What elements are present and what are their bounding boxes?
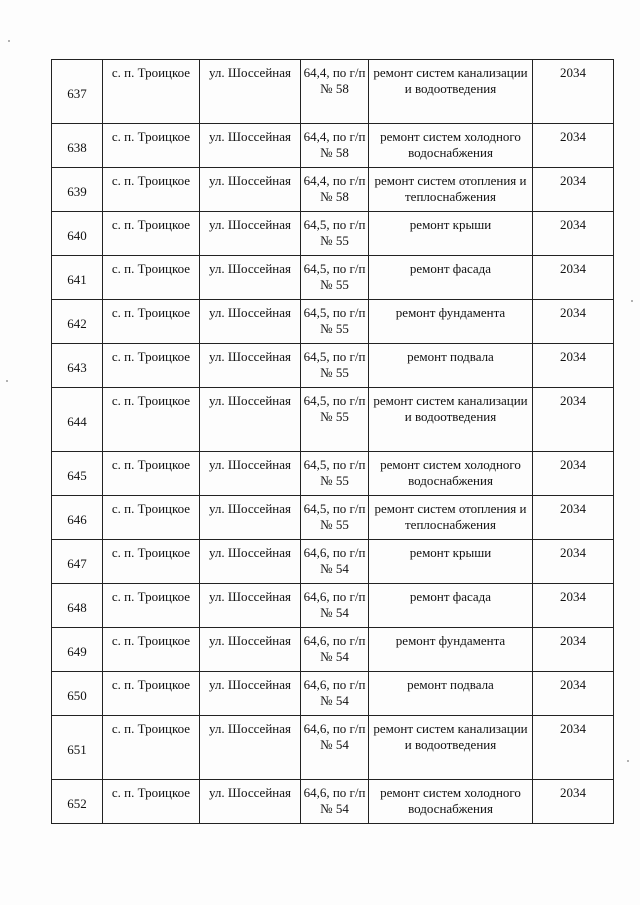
settlement-cell: с. п. Троицкое xyxy=(103,584,200,628)
street-cell: ул. Шоссейная xyxy=(200,780,301,824)
year-cell: 2034 xyxy=(533,584,614,628)
year-cell: 2034 xyxy=(533,496,614,540)
settlement-cell: с. п. Троицкое xyxy=(103,388,200,452)
street-cell: ул. Шоссейная xyxy=(200,60,301,124)
street-cell: ул. Шоссейная xyxy=(200,496,301,540)
table-row xyxy=(52,584,614,628)
house-cell: 64,6, по г/п № 54 xyxy=(301,672,369,716)
year-cell: 2034 xyxy=(533,60,614,124)
table-row xyxy=(52,388,614,452)
work-type-cell: ремонт подвала xyxy=(369,672,533,716)
row-number: 641 xyxy=(52,256,103,300)
house-cell: 64,5, по г/п № 55 xyxy=(301,300,369,344)
row-number: 649 xyxy=(52,628,103,672)
row-number: 640 xyxy=(52,212,103,256)
house-cell: 64,5, по г/п № 55 xyxy=(301,256,369,300)
work-type-cell: ремонт фасада xyxy=(369,256,533,300)
table-row xyxy=(52,256,614,300)
row-number: 651 xyxy=(52,716,103,780)
street-cell: ул. Шоссейная xyxy=(200,344,301,388)
repair-schedule-table xyxy=(51,59,614,824)
row-number: 644 xyxy=(52,388,103,452)
street-cell: ул. Шоссейная xyxy=(200,212,301,256)
street-cell: ул. Шоссейная xyxy=(200,672,301,716)
year-cell: 2034 xyxy=(533,124,614,168)
settlement-cell: с. п. Троицкое xyxy=(103,60,200,124)
settlement-cell: с. п. Троицкое xyxy=(103,168,200,212)
year-cell: 2034 xyxy=(533,540,614,584)
work-type-cell: ремонт фундамента xyxy=(369,628,533,672)
row-number: 638 xyxy=(52,124,103,168)
table-row xyxy=(52,628,614,672)
work-type-cell: ремонт систем канализации и водоотведения xyxy=(369,716,533,780)
street-cell: ул. Шоссейная xyxy=(200,716,301,780)
work-type-cell: ремонт систем холодного водоснабжения xyxy=(369,780,533,824)
row-number: 643 xyxy=(52,344,103,388)
settlement-cell: с. п. Троицкое xyxy=(103,540,200,584)
house-cell: 64,6, по г/п № 54 xyxy=(301,716,369,780)
settlement-cell: с. п. Троицкое xyxy=(103,716,200,780)
house-cell: 64,6, по г/п № 54 xyxy=(301,540,369,584)
street-cell: ул. Шоссейная xyxy=(200,300,301,344)
table-row xyxy=(52,780,614,824)
row-number: 637 xyxy=(52,60,103,124)
house-cell: 64,5, по г/п № 55 xyxy=(301,344,369,388)
settlement-cell: с. п. Троицкое xyxy=(103,628,200,672)
street-cell: ул. Шоссейная xyxy=(200,584,301,628)
house-cell: 64,4, по г/п № 58 xyxy=(301,168,369,212)
table-row xyxy=(52,540,614,584)
row-number: 650 xyxy=(52,672,103,716)
row-number: 646 xyxy=(52,496,103,540)
year-cell: 2034 xyxy=(533,256,614,300)
year-cell: 2034 xyxy=(533,780,614,824)
table-row xyxy=(52,168,614,212)
house-cell: 64,6, по г/п № 54 xyxy=(301,780,369,824)
settlement-cell: с. п. Троицкое xyxy=(103,212,200,256)
table-row xyxy=(52,452,614,496)
scan-speck xyxy=(8,40,10,42)
table-row xyxy=(52,60,614,124)
work-type-cell: ремонт систем холодного водоснабжения xyxy=(369,452,533,496)
street-cell: ул. Шоссейная xyxy=(200,256,301,300)
street-cell: ул. Шоссейная xyxy=(200,452,301,496)
settlement-cell: с. п. Троицкое xyxy=(103,780,200,824)
table-row xyxy=(52,496,614,540)
house-cell: 64,5, по г/п № 55 xyxy=(301,212,369,256)
row-number: 642 xyxy=(52,300,103,344)
settlement-cell: с. п. Троицкое xyxy=(103,672,200,716)
settlement-cell: с. п. Троицкое xyxy=(103,300,200,344)
settlement-cell: с. п. Троицкое xyxy=(103,344,200,388)
table-row xyxy=(52,344,614,388)
settlement-cell: с. п. Троицкое xyxy=(103,452,200,496)
street-cell: ул. Шоссейная xyxy=(200,628,301,672)
work-type-cell: ремонт фасада xyxy=(369,584,533,628)
house-cell: 64,4, по г/п № 58 xyxy=(301,60,369,124)
work-type-cell: ремонт систем канализации и водоотведения xyxy=(369,388,533,452)
work-type-cell: ремонт систем отопления и теплоснабжения xyxy=(369,496,533,540)
street-cell: ул. Шоссейная xyxy=(200,388,301,452)
scan-speck xyxy=(631,300,633,302)
year-cell: 2034 xyxy=(533,212,614,256)
work-type-cell: ремонт систем холодного водоснабжения xyxy=(369,124,533,168)
street-cell: ул. Шоссейная xyxy=(200,124,301,168)
table-row xyxy=(52,672,614,716)
work-type-cell: ремонт крыши xyxy=(369,212,533,256)
year-cell: 2034 xyxy=(533,452,614,496)
work-type-cell: ремонт систем отопления и теплоснабжения xyxy=(369,168,533,212)
row-number: 639 xyxy=(52,168,103,212)
row-number: 648 xyxy=(52,584,103,628)
table-row xyxy=(52,716,614,780)
table-row xyxy=(52,300,614,344)
house-cell: 64,4, по г/п № 58 xyxy=(301,124,369,168)
house-cell: 64,5, по г/п № 55 xyxy=(301,496,369,540)
settlement-cell: с. п. Троицкое xyxy=(103,496,200,540)
year-cell: 2034 xyxy=(533,344,614,388)
row-number: 645 xyxy=(52,452,103,496)
house-cell: 64,5, по г/п № 55 xyxy=(301,452,369,496)
year-cell: 2034 xyxy=(533,168,614,212)
table-row xyxy=(52,124,614,168)
year-cell: 2034 xyxy=(533,628,614,672)
house-cell: 64,6, по г/п № 54 xyxy=(301,628,369,672)
row-number: 652 xyxy=(52,780,103,824)
year-cell: 2034 xyxy=(533,672,614,716)
year-cell: 2034 xyxy=(533,716,614,780)
work-type-cell: ремонт крыши xyxy=(369,540,533,584)
scan-speck xyxy=(6,380,8,382)
year-cell: 2034 xyxy=(533,388,614,452)
scan-speck xyxy=(627,760,629,762)
table-row xyxy=(52,212,614,256)
work-type-cell: ремонт фундамента xyxy=(369,300,533,344)
work-type-cell: ремонт подвала xyxy=(369,344,533,388)
street-cell: ул. Шоссейная xyxy=(200,540,301,584)
year-cell: 2034 xyxy=(533,300,614,344)
settlement-cell: с. п. Троицкое xyxy=(103,124,200,168)
house-cell: 64,6, по г/п № 54 xyxy=(301,584,369,628)
house-cell: 64,5, по г/п № 55 xyxy=(301,388,369,452)
work-type-cell: ремонт систем канализации и водоотведения xyxy=(369,60,533,124)
settlement-cell: с. п. Троицкое xyxy=(103,256,200,300)
row-number: 647 xyxy=(52,540,103,584)
street-cell: ул. Шоссейная xyxy=(200,168,301,212)
